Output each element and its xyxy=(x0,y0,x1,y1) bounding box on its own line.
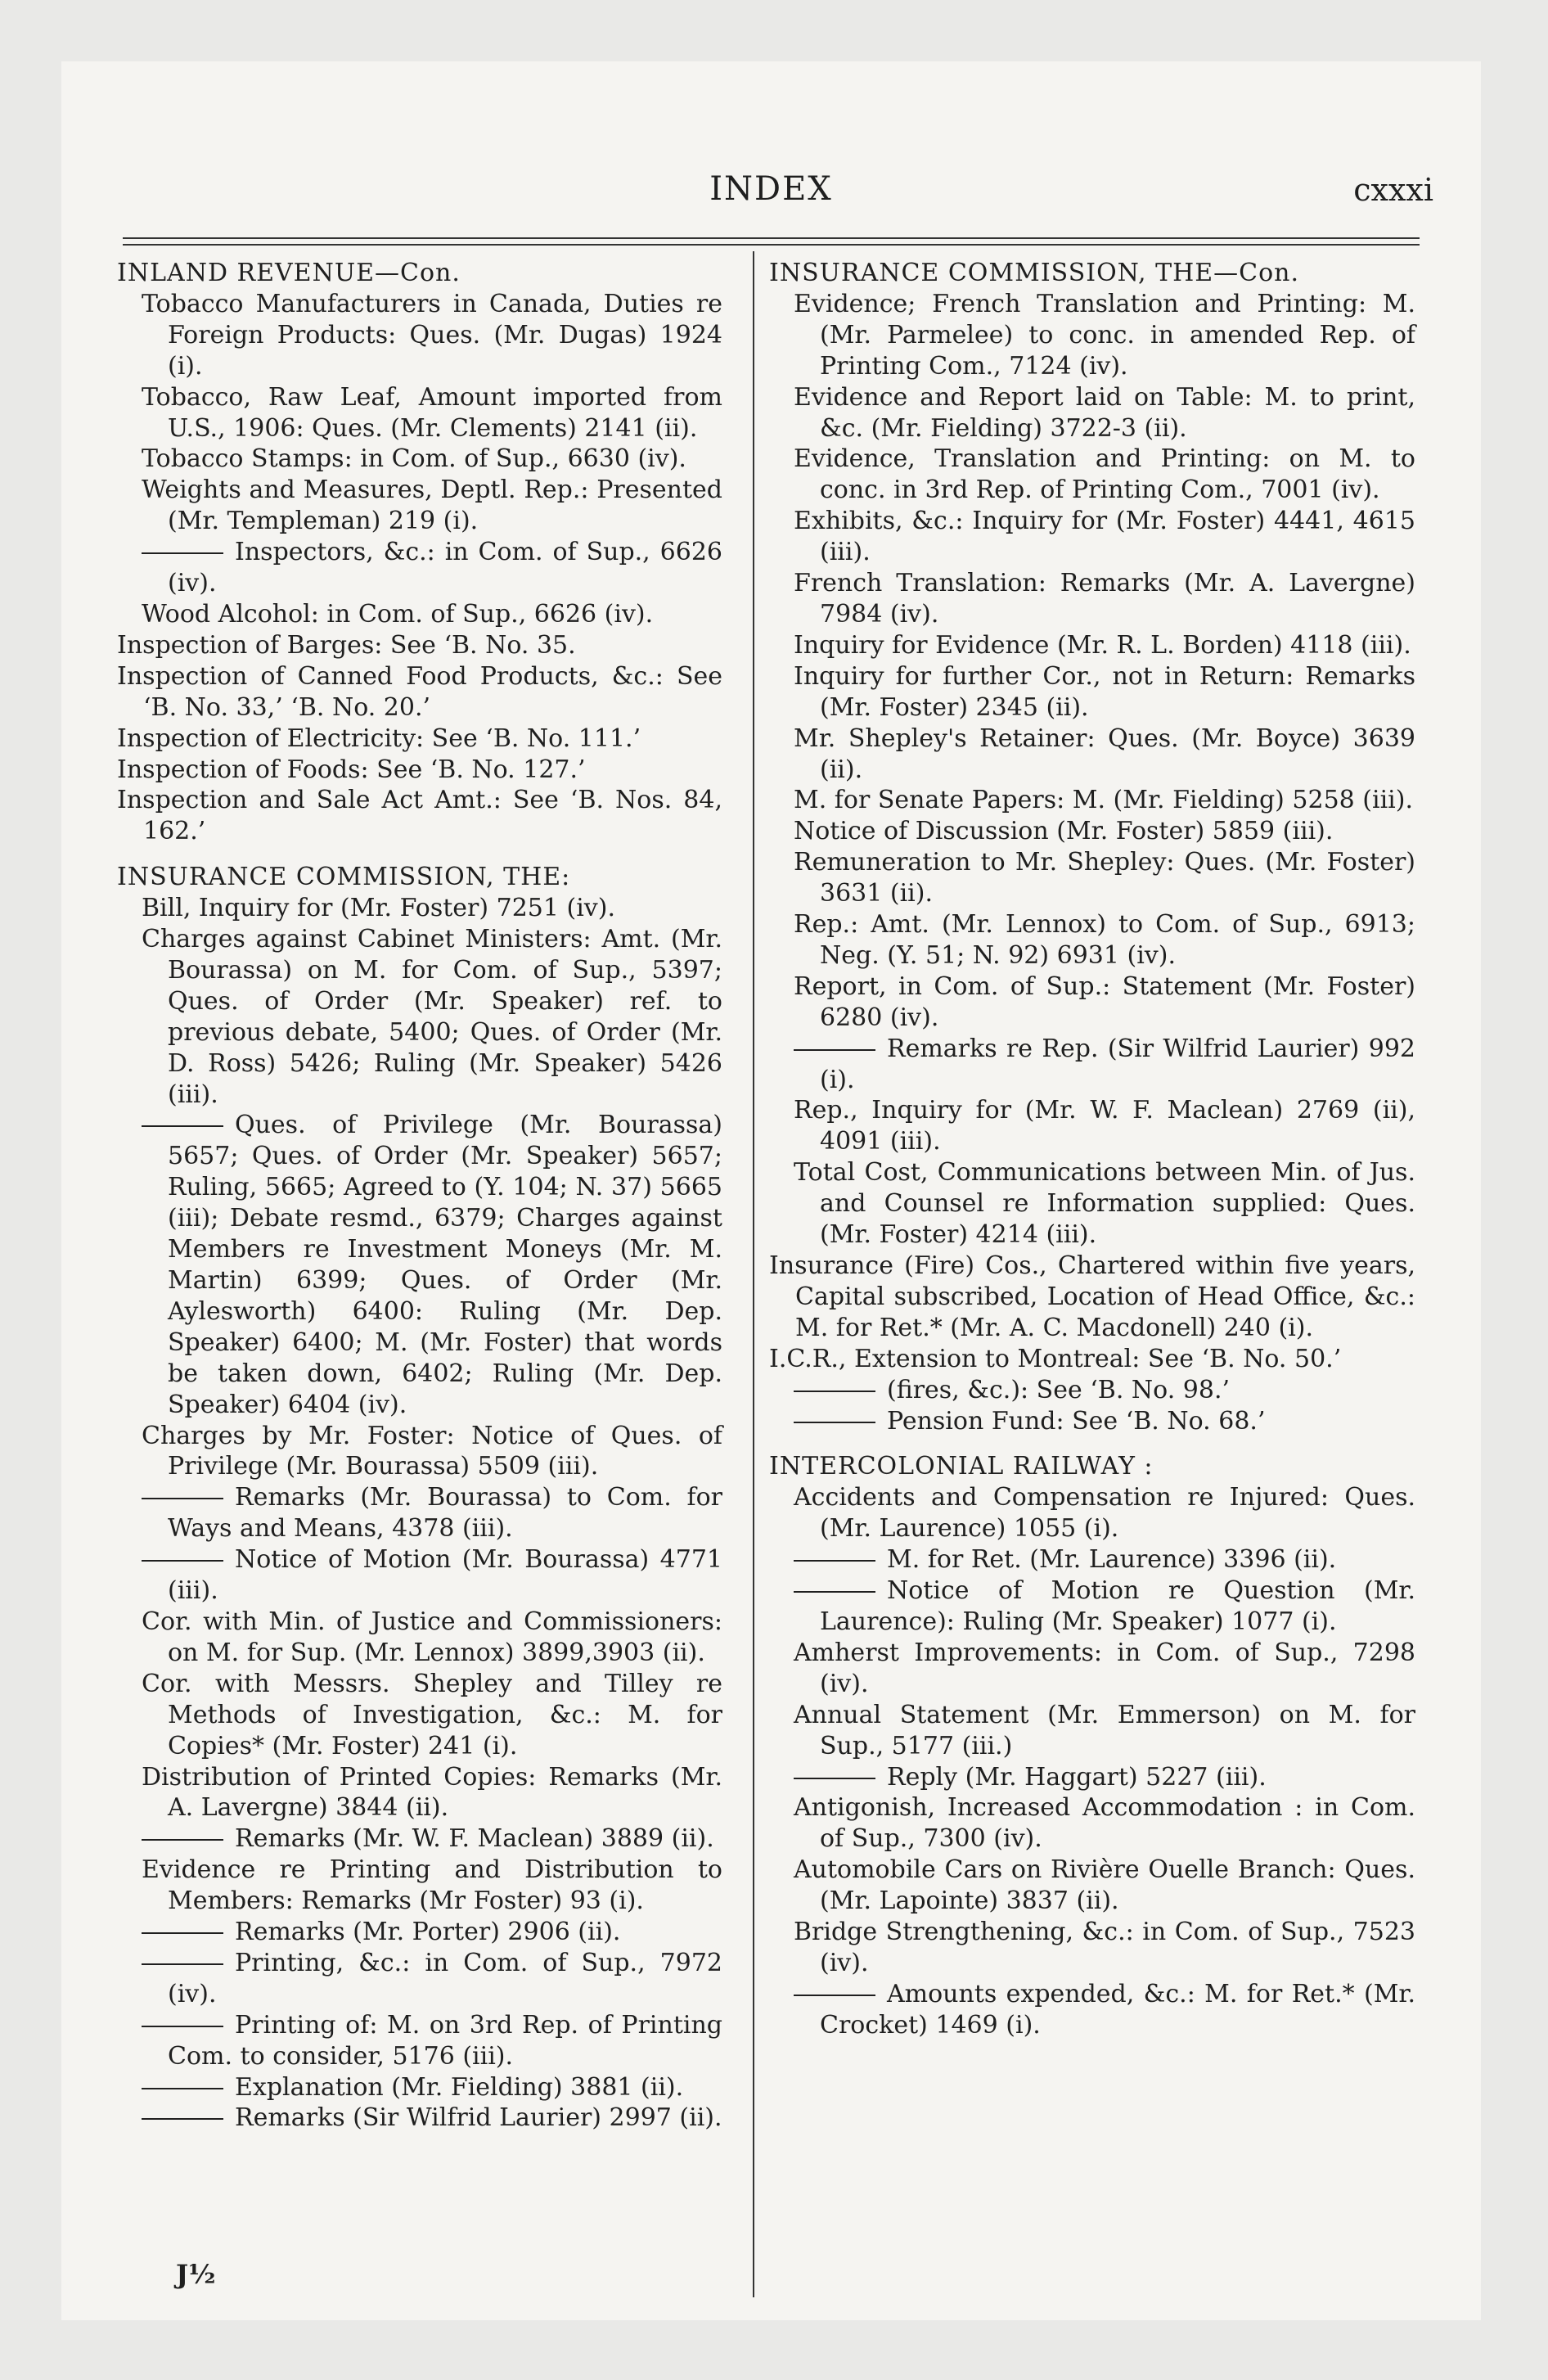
entry-text: Remuneration to Mr. Shepley: Ques. (Mr. Foster) 3631 (ii). xyxy=(794,848,1415,908)
ditto-dash xyxy=(142,2118,223,2120)
entry-text: Remarks (Mr. W. F. Maclean) 3889 (ii). xyxy=(235,1824,714,1854)
entry-text: Remarks (Mr. Porter) 2906 (ii). xyxy=(235,1918,621,1947)
entry-text: Tobacco Stamps: in Com. of Sup., 6630 (iv). xyxy=(142,444,686,474)
ditto-dash xyxy=(794,1591,875,1593)
index-entry xyxy=(769,1917,1415,1979)
index-subject xyxy=(117,630,722,661)
ditto-dash xyxy=(794,1422,875,1423)
entry-text: Remarks (Sir Wilfrid Laurier) 2997 (ii). xyxy=(235,2103,722,2133)
index-entry xyxy=(769,723,1415,786)
entry-text: Tobacco Manufacturers in Canada, Duties re Foreign Products: Ques. (Mr. Dugas) 1924 (i). xyxy=(142,289,722,381)
entry-text: Remarks re Rep. (Sir Wilfrid Laurier) 992 (i). xyxy=(820,1034,1415,1094)
ditto-dash xyxy=(794,1049,875,1051)
index-subentry xyxy=(769,1375,1415,1406)
ditto-dash xyxy=(142,2088,223,2089)
entry-text: Rep.: Amt. (Mr. Lennox) to Com. of Sup., 6913; Neg. (Y. 51; N. 92) 6931 (iv). xyxy=(794,910,1415,970)
page-header-title: INDEX xyxy=(709,170,833,208)
left-column xyxy=(117,258,722,2134)
section-heading xyxy=(769,1451,1415,1482)
signature-mark: J½ xyxy=(176,2259,216,2290)
entry-text: Printing, &c.: in Com. of Sup., 7972 (iv). xyxy=(168,1948,722,2008)
index-entry xyxy=(117,475,722,537)
entry-text: Ques. of Privilege (Mr. Bourassa) 5657; Ques. of Order (Mr. Speaker) 5657; Ruling, 5665; Agreed to (Y. 104; N. 37) 5665 (iii); Debate resmd., 6379; Charges against Members re Investment Moneys (Mr. M. Martin) 6399; Ques. of Order (Mr. Aylesworth) 6400: Ruling (Mr. Dep. Speaker) 6400; M. (Mr. Foster) that words be taken down, 6402; Ruling (Mr. Dep. Speaker) 6404 (iv). xyxy=(168,1111,722,1419)
entry-text: Distribution of Printed Copies: Remarks (Mr. A. Lavergne) 3844 (ii). xyxy=(142,1762,722,1823)
index-entry xyxy=(117,1855,722,1917)
entry-text: Wood Alcohol: in Com. of Sup., 6626 (iv). xyxy=(142,599,654,629)
index-entry xyxy=(769,1792,1415,1855)
index-subentry xyxy=(117,1482,722,1544)
ditto-dash xyxy=(794,1560,875,1562)
entry-text: Reply (Mr. Haggart) 5227 (iii). xyxy=(887,1762,1267,1792)
index-entry xyxy=(769,382,1415,444)
ditto-dash xyxy=(142,2026,223,2027)
entry-text: (fires, &c.): See ‘B. No. 98.’ xyxy=(887,1375,1231,1404)
entry-text: Report, in Com. of Sup.: Statement (Mr. Foster) 6280 (iv). xyxy=(794,971,1415,1032)
index-subject xyxy=(117,723,722,755)
entry-text: INSURANCE COMMISSION, THE—Con. xyxy=(769,259,1300,287)
index-subject xyxy=(117,661,722,723)
ditto-dash xyxy=(794,1778,875,1779)
entry-text: Annual Statement (Mr. Emmerson) on M. for Sup., 5177 (iii.) xyxy=(794,1700,1415,1760)
index-subentry xyxy=(769,1406,1415,1437)
entry-text: Amounts expended, &c.: M. for Ret.* (Mr. Crocket) 1469 (i). xyxy=(820,1979,1415,2040)
header-rule-double xyxy=(123,244,1420,246)
section-heading xyxy=(117,258,722,289)
entry-text: Insurance (Fire) Cos., Chartered within five years, Capital subscribed, Location of Head Office, &c.: M. for Ret.* (Mr. A. C. Macdonell) 240 (i). xyxy=(769,1251,1415,1342)
index-entry xyxy=(117,1421,722,1483)
entry-text: Evidence and Report laid on Table: M. to print, &c. (Mr. Fielding) 3722-3 (ii). xyxy=(794,382,1415,443)
entry-text: INLAND REVENUE—Con. xyxy=(117,259,461,287)
ditto-dash xyxy=(142,1560,223,1562)
index-subentry xyxy=(117,1917,722,1948)
entry-text: Evidence; French Translation and Printing: M. (Mr. Parmelee) to conc. in amended Rep. of Printing Com., 7124 (iv). xyxy=(794,289,1415,381)
index-entry xyxy=(769,1638,1415,1700)
entry-text: Mr. Shepley's Retainer: Ques. (Mr. Boyce) 3639 (ii). xyxy=(794,723,1415,784)
index-entry xyxy=(769,289,1415,382)
ditto-dash xyxy=(142,1932,223,1934)
entry-text: Pension Fund: See ‘B. No. 68.’ xyxy=(887,1406,1266,1436)
entry-text: Inspection and Sale Act Amt.: See ‘B. Nos. 84, 162.’ xyxy=(117,786,722,846)
entry-text: Accidents and Compensation re Injured: Ques. (Mr. Laurence) 1055 (i). xyxy=(794,1483,1415,1544)
index-entry xyxy=(769,971,1415,1034)
entry-text: INSURANCE COMMISSION, THE: xyxy=(117,863,571,892)
entry-text: Automobile Cars on Rivière Ouelle Branch: Ques. (Mr. Lapointe) 3837 (ii). xyxy=(794,1855,1415,1916)
entry-text: Antigonish, Increased Accommodation : in Com. of Sup., 7300 (iv). xyxy=(794,1793,1415,1854)
entry-text: Evidence, Translation and Printing: on M. to conc. in 3rd Rep. of Printing Com., 7001 (iv). xyxy=(794,444,1415,505)
section-heading xyxy=(769,258,1415,289)
index-entry xyxy=(769,506,1415,568)
entry-text: Notice of Motion re Question (Mr. Laurence): Ruling (Mr. Speaker) 1077 (i). xyxy=(820,1576,1415,1636)
index-entry xyxy=(117,893,722,924)
entry-text: Notice of Discussion (Mr. Foster) 5859 (iii). xyxy=(794,817,1334,846)
entry-text: Charges against Cabinet Ministers: Amt. (Mr. Bourassa) on M. for Com. of Sup., 5397; Ques. of Order (Mr. Speaker) ref. to previous debate, 5400; Ques. of Order (Mr. D. Ross) 5426; Ruling (Mr. Speaker) 5426 (iii). xyxy=(142,925,722,1109)
index-subentry xyxy=(117,1948,722,2010)
index-subentry xyxy=(769,1034,1415,1096)
index-entry xyxy=(769,1157,1415,1251)
entry-text: Total Cost, Communications between Min. of Jus. and Counsel re Information supplied: Ques. (Mr. Foster) 4214 (iii). xyxy=(794,1158,1415,1250)
index-entry xyxy=(769,661,1415,723)
right-column xyxy=(753,258,1415,2041)
ditto-dash xyxy=(142,1963,223,1965)
index-entry xyxy=(117,924,722,1110)
entry-text: Inspectors, &c.: in Com. of Sup., 6626 (iv). xyxy=(168,538,722,598)
entry-text: Printing of: M. on 3rd Rep. of Printing Com. to consider, 5176 (iii). xyxy=(168,2010,722,2071)
index-entry xyxy=(769,1700,1415,1762)
index-subentry xyxy=(117,2072,722,2103)
ditto-dash xyxy=(794,1391,875,1392)
index-subentry xyxy=(769,1544,1415,1575)
entry-text: Inspection of Barges: See ‘B. No. 35. xyxy=(117,630,576,660)
entry-text: Cor. with Min. of Justice and Commissioners: on M. for Sup. (Mr. Lennox) 3899,3903 (ii). xyxy=(142,1607,722,1667)
index-entry xyxy=(117,1607,722,1669)
index-subject xyxy=(769,1344,1415,1375)
index-entry xyxy=(769,630,1415,661)
entry-text: Cor. with Messrs. Shepley and Tilley re Methods of Investigation, &c.: M. for Copies* (Mr. Foster) 241 (i). xyxy=(142,1669,722,1760)
entry-text: Remarks (Mr. Bourassa) to Com. for Ways and Means, 4378 (iii). xyxy=(168,1483,722,1544)
entry-text: Bill, Inquiry for (Mr. Foster) 7251 (iv). xyxy=(142,894,615,923)
index-entry xyxy=(117,1762,722,1824)
header-rule xyxy=(123,237,1420,239)
entry-text: M. for Senate Papers: M. (Mr. Fielding) 5258 (iii). xyxy=(794,786,1414,815)
index-subentry xyxy=(117,1110,722,1420)
index-entry xyxy=(769,816,1415,847)
section-heading xyxy=(117,862,722,893)
entry-text: Inspection of Foods: See ‘B. No. 127.’ xyxy=(117,755,586,784)
ditto-dash xyxy=(142,1839,223,1841)
entry-text: French Translation: Remarks (Mr. A. Lavergne) 7984 (iv). xyxy=(794,569,1415,629)
index-subentry xyxy=(769,1979,1415,2041)
index-page xyxy=(61,61,1481,2320)
index-entry xyxy=(769,1095,1415,1157)
index-subentry xyxy=(769,1575,1415,1638)
index-entry xyxy=(117,382,722,444)
ditto-dash xyxy=(142,1498,223,1499)
ditto-dash xyxy=(142,1125,223,1127)
index-subject xyxy=(117,785,722,847)
index-subject xyxy=(117,755,722,786)
entry-text: Inquiry for Evidence (Mr. R. L. Borden) 4118 (iii). xyxy=(794,630,1411,660)
entry-text: Inspection of Electricity: See ‘B. No. 111.’ xyxy=(117,723,641,753)
index-subentry xyxy=(769,1762,1415,1793)
page-number: cxxxi xyxy=(1353,172,1433,208)
index-subentry xyxy=(117,537,722,599)
entry-text: Inspection of Canned Food Products, &c.: See ‘B. No. 33,’ ‘B. No. 20.’ xyxy=(117,661,722,722)
index-entry xyxy=(117,1669,722,1762)
entry-text: Evidence re Printing and Distribution to Members: Remarks (Mr Foster) 93 (i). xyxy=(142,1855,722,1916)
index-entry xyxy=(769,1855,1415,1917)
index-entry xyxy=(769,1482,1415,1544)
entry-text: Tobacco, Raw Leaf, Amount imported from U.S., 1906: Ques. (Mr. Clements) 2141 (ii). xyxy=(142,382,722,443)
index-subject xyxy=(769,1251,1415,1344)
index-subentry xyxy=(117,1823,722,1855)
index-entry xyxy=(769,568,1415,630)
entry-text: INTERCOLONIAL RAILWAY : xyxy=(769,1452,1154,1481)
entry-text: Rep., Inquiry for (Mr. W. F. Maclean) 2769 (ii), 4091 (iii). xyxy=(794,1096,1415,1156)
ditto-dash xyxy=(794,1995,875,1996)
entry-text: Weights and Measures, Deptl. Rep.: Presented (Mr. Templeman) 219 (i). xyxy=(142,476,722,536)
index-entry xyxy=(117,289,722,382)
ditto-dash xyxy=(142,552,223,554)
index-subentry xyxy=(117,1544,722,1607)
entry-text: Charges by Mr. Foster: Notice of Ques. of Privilege (Mr. Bourassa) 5509 (iii). xyxy=(142,1421,722,1481)
index-entry xyxy=(117,444,722,475)
index-subentry xyxy=(117,2010,722,2072)
index-subentry xyxy=(117,2103,722,2134)
entry-text: I.C.R., Extension to Montreal: See ‘B. No. 50.’ xyxy=(769,1344,1342,1373)
index-entry xyxy=(769,909,1415,971)
entry-text: Notice of Motion (Mr. Bourassa) 4771 (iii). xyxy=(168,1545,722,1606)
entry-text: Exhibits, &c.: Inquiry for (Mr. Foster) 4441, 4615 (iii). xyxy=(794,507,1415,567)
entry-text: M. for Ret. (Mr. Laurence) 3396 (ii). xyxy=(887,1545,1337,1575)
index-entry xyxy=(769,785,1415,816)
index-entry xyxy=(769,444,1415,506)
entry-text: Amherst Improvements: in Com. of Sup., 7298 (iv). xyxy=(794,1638,1415,1698)
index-entry xyxy=(769,847,1415,909)
entry-text: Inquiry for further Cor., not in Return: Remarks (Mr. Foster) 2345 (ii). xyxy=(794,661,1415,722)
index-entry xyxy=(117,599,722,630)
entry-text: Explanation (Mr. Fielding) 3881 (ii). xyxy=(235,2072,684,2102)
entry-text: Bridge Strengthening, &c.: in Com. of Sup., 7523 (iv). xyxy=(794,1918,1415,1977)
